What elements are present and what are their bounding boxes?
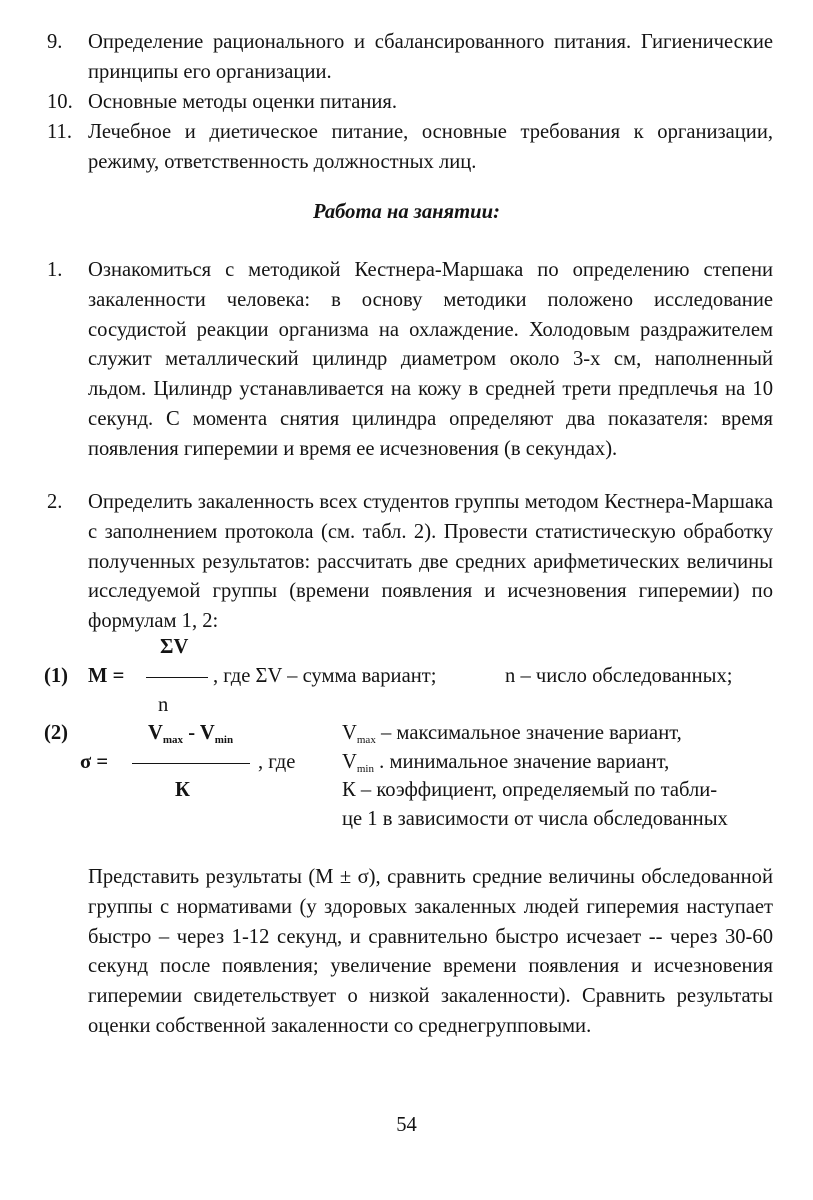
formula1-lhs: M = [88,665,125,687]
formula2-where: , где [258,751,296,773]
conclusion-paragraph: Представить результаты (M ± σ), сравнить средние величины обследованной группы с нормативами (у здоровых закаленных людей гиперемия наступает быстро – через 1-12 секунд, и сравнительно быстро исчезает -- через 30-60 секунд после появления; увеличение времени появления и исчезновения гиперемии свидетельствует о низкой закаленности). Сравнить результаты оценки собственной закаленности со среднегрупповыми. [88,866,773,1037]
list-number: 9. [47,31,63,53]
formula2-lhs: σ = [80,751,109,773]
formula2-def-k-cont: це 1 в зависимости от числа обследованных [342,808,728,830]
formula2-label: (2) [44,722,69,744]
list-item: Основные методы оценки питания. [88,91,398,113]
formula1-numerator: ΣV [160,636,189,658]
formula2-def-vmin: $V_{min}$ . минимальное значение вариант, [342,751,670,775]
formula1-where: , где ΣV – сумма вариант; [213,665,437,687]
formula1-label: (1) [44,665,69,687]
list-number: 10. [47,91,73,113]
list-item: Лечебное и диетическое питание, основные требования к организации, режиму, ответственность должностных лиц. [88,121,773,173]
formula2-denominator: К [175,779,190,801]
formula2-def-k: К – коэффициент, определяемый по табли- [342,779,718,801]
list-number: 2. [47,491,63,513]
formula1-n-desc: n – число обследованных; [505,665,733,687]
formula1-denominator: n [158,694,169,716]
section-heading: Работа на занятии: [313,201,500,223]
formula2-numerator: $V_{max} - V_{min}$ [148,722,234,746]
formula2-fraction-bar [132,763,250,764]
formula2-def-vmax: $V_{max}$ – максимальное значение вариант, [342,722,682,746]
list-item: Определение рационального и сбалансированного питания. Гигиенические принципы его организации. [88,31,773,83]
formula1-fraction-bar [146,677,208,678]
list-item: Ознакомиться с методикой Кестнера-Маршака по определению степени закаленности человека: в основу методики положено исследование сосудистой реакции организма на охлаждение. Холодовым раздражителем служит металлический цилиндр диаметром около 3-х см, наполненный льдом. Цилиндр устанавливается на кожу в средней трети предплечья на 10 секунд. С момента снятия цилиндра определяют два показателя: время появления гиперемии и время ее исчезновения (в секундах). [88,259,773,460]
list-item: Определить закаленность всех студентов группы методом Кестнера-Маршака с заполнением протокола (см. табл. 2). Провести статистическую обработку полученных результатов: рассчитать две средних арифметических величины исследуемой группы (времени появления и исчезновения гиперемии) по формулам 1, 2: [88,491,773,633]
page-number: 54 [396,1114,417,1136]
list-number: 11. [47,121,72,143]
list-number: 1. [47,259,63,281]
